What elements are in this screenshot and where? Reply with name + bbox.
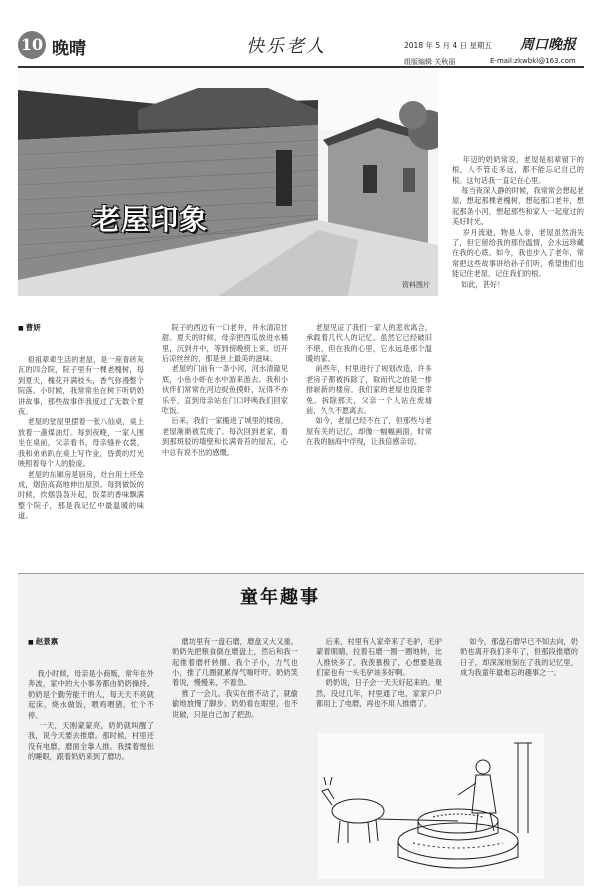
story-column-2 xyxy=(172,616,298,882)
feature-column-4-text: 年迈的奶奶常说，老屋是祖辈留下的根，人不管走多远，都不能忘记自己的根。这句话我一直记在心里。 每当夜深人静的时候，我常常会想起老屋，想起那棵老槐树，想起那口老井，想起那条小河，想起那些和家人一起度过的美好时光。 岁月流逝，物是人非，老屋虽然消失了，但它留给我的那份温情，会永远珍藏在我的心底。如今，我也步入了老年，常常把这些故事讲给孙子们听，希望他们也能记住老屋，记住我们的根。 如此，甚好！ xyxy=(452,154,584,289)
feature-column-3-text: 老屋见证了我们一家人的悲欢离合，承载着几代人的记忆。虽然它已经破旧不堪，但在我的心里，它永远是那个温暖的家。 前些年，村里进行了规划改造，许多老房子都被拆除了，取而代之的是一排排崭新的楼房。我们家的老屋也没能幸免。拆除那天，父亲一个人站在废墟前，久久不愿离去。 如今，老屋已经不在了，但那些与老屋有关的记忆，却像一幅幅画面，时常在我的脑海中浮现，让我倍感亲切。 xyxy=(306,322,432,447)
feature-author: ■ 曹妍 xyxy=(18,323,144,334)
story-column-2-text: 磨坊里有一盘石磨，磨盘又大又重。奶奶先把粮食倒在磨盘上，然后和我一起推着磨杆转圈。我个子小，力气也小，推了几圈就累得气喘吁吁。奶奶笑着说，慢慢来，不着急。 推了一会儿，我实在推不动了，就偷偷地放慢了脚步。奶奶看在眼里，也不说破，只是自己加了把劲。 xyxy=(172,636,298,719)
millstone-drawing xyxy=(318,733,544,879)
feature-column-2-text: 院子的西边有一口老井，井水清凉甘甜。夏天的时候，母亲把西瓜放进水桶里，沉到井中，等到傍晚捞上来，切开后凉丝丝的，那是世上最美的滋味。 老屋的门前有一条小河，河水清澈见底，小鱼小虾在水中游来游去。我和小伙伴们常常在河边捉鱼摸虾，玩得不亦乐乎，直到母亲站在门口呼唤我们回家吃饭。 后来，我们一家搬进了城里的楼房，老屋渐渐被荒废了。每次回到老家，看到那斑驳的墙壁和长满青苔的屋瓦，心中总有说不出的感慨。 xyxy=(162,322,288,457)
old-house-illustration xyxy=(18,70,438,296)
photo-credit: 资料图片 xyxy=(402,281,430,289)
story-author: ■ 赵景禀 xyxy=(28,637,154,648)
editor-credit: 组版编辑 关秋丽 xyxy=(404,58,456,66)
story-column-3-text: 后来，村里有人家牵来了毛驴，毛驴蒙着眼睛，拉着石磨一圈一圈地转，比人推快多了。我羡慕极了，心想要是我们家也有一头毛驴该多好啊。 奶奶说，日子会一天天好起来的。果然，没过几年，村里通了电，家家户户都用上了电磨，再也不用人推磨了。 xyxy=(316,636,442,709)
feature-title: 老屋印象 xyxy=(92,203,209,236)
old-house-photo xyxy=(18,70,438,296)
page-number: 10 xyxy=(18,31,46,59)
masthead-rule xyxy=(18,66,584,68)
feature-column-1-text: 祖祖辈辈生活的老屋，是一座青砖灰瓦的四合院，院子里有一棵老槐树，每到夏天，槐花开满枝头，香气弥漫整个院落。小时候，我常常坐在树下听奶奶讲故事，那些故事伴我度过了无数个夏夜。 老屋的堂屋里摆着一张八仙桌，桌上放着一盏煤油灯。每到夜晚，一家人围坐在桌前，父亲看书，母亲缝补衣裳，我和弟弟趴在桌上写作业，昏黄的灯光映照着每个人的脸庞。 老屋的东厢房是厨房，灶台用土坯垒成，烟囱高高地伸出屋顶。每到做饭的时候，炊烟袅袅升起，饭菜的香味飘满整个院子，那是我记忆中最温暖的味道。 xyxy=(18,355,144,521)
feature-column-4 xyxy=(452,134,584,564)
story-column-4-text: 如今，那盘石磨早已不知去向，奶奶也离开我们多年了，但那段推磨的日子，却深深地刻在了我的记忆里，成为我童年最难忘的趣事之一。 xyxy=(460,636,578,678)
section-name: 快乐老人 xyxy=(246,36,326,57)
editor-email: E-mail:zkwbkl@163.com xyxy=(490,57,576,65)
story-column-4 xyxy=(460,616,578,728)
edition-name: 晚晴 xyxy=(52,39,86,59)
date-line: 2018 年 5 月 4 日 星期五 xyxy=(404,41,492,50)
story-column-1-text: 我小时候，母亲是小商贩，常年在外奔波，家中的大小事务都由奶奶操持。奶奶是个勤劳能干的人，每天天不亮就起床，烧水做饭，喂鸡喂猪，忙个不停。 一天，天刚蒙蒙亮，奶奶就叫醒了我，说今天要去推磨。那时候，村里还没有电磨，磨面全靠人推。我揉着惺忪的睡眼，跟着奶奶来到了磨坊。 xyxy=(28,669,154,762)
story-column-3 xyxy=(316,616,442,728)
millstone-sketch xyxy=(318,733,544,879)
feature-column-1 xyxy=(18,302,144,564)
story-column-1 xyxy=(28,616,154,882)
feature-column-3 xyxy=(306,302,432,564)
paper-logo: 周口晚报 xyxy=(520,37,576,53)
feature-column-2 xyxy=(162,302,288,564)
story-title: 童年趣事 xyxy=(240,587,320,608)
